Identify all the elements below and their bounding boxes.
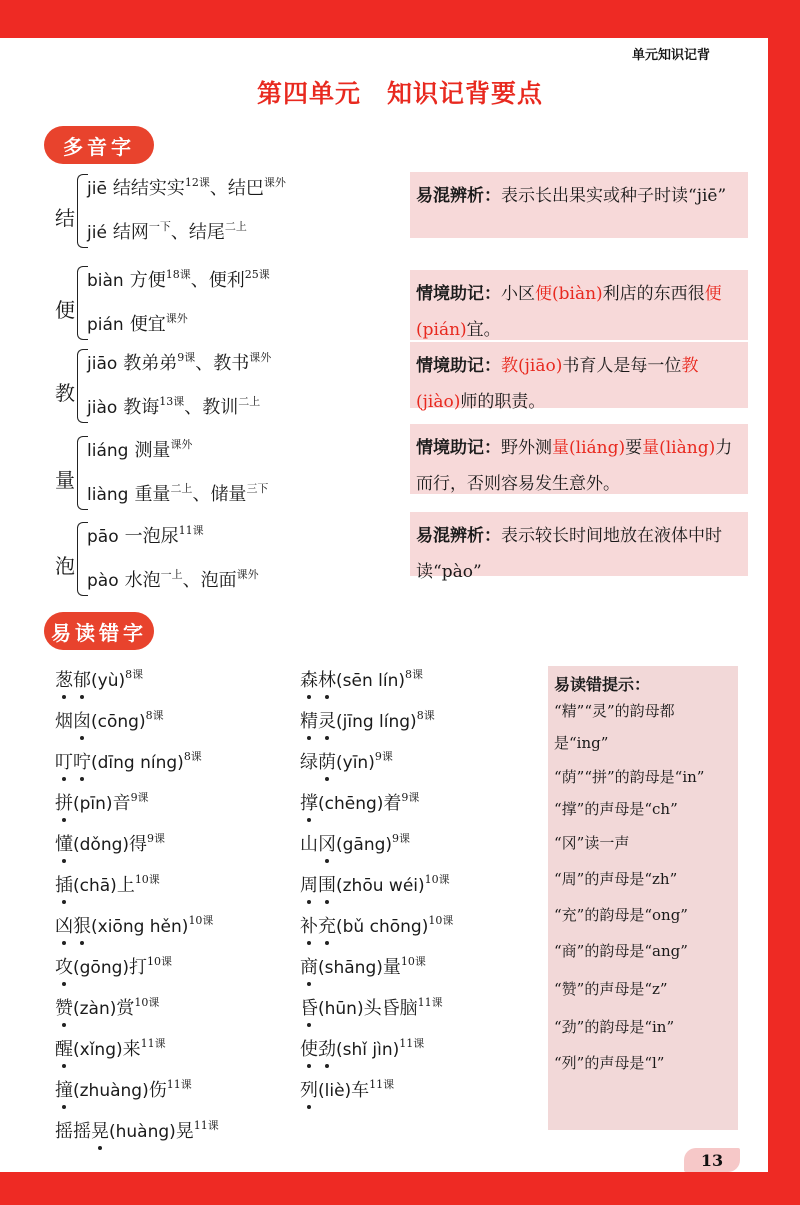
dotted-char: 昏: [300, 994, 318, 1020]
word-part: 晃: [175, 1121, 194, 1142]
section-title: 多音字: [63, 134, 135, 159]
word-part: 伤: [148, 1080, 167, 1101]
item-pinyin: (xǐng): [73, 1040, 123, 1060]
dotted-char: 葱: [55, 666, 73, 692]
lesson-tag: 课外: [170, 438, 193, 451]
reading-pinyin: jié: [87, 223, 107, 243]
dotted-char: 精: [300, 707, 318, 733]
note-text: 表示长出果实或种子时读“jiē”: [501, 186, 727, 206]
misread-item: [55, 994, 159, 1020]
word-part: 来: [122, 1039, 141, 1060]
example-word: 便宜: [129, 314, 166, 335]
polyphone-reading: [87, 436, 192, 462]
misread-item: [55, 789, 149, 815]
lesson-tag: 8课: [404, 668, 423, 681]
lesson-tag: 11课: [193, 1119, 219, 1132]
lesson-tag: 25课: [244, 268, 270, 281]
note-text: 师的职责。: [460, 392, 546, 412]
lesson-tag: 二上: [224, 220, 247, 233]
reading-pinyin: jiāo: [87, 354, 118, 374]
misread-item: [300, 994, 443, 1020]
misread-item: [55, 912, 213, 938]
item-pinyin: (zhōu wéi): [336, 876, 425, 896]
note-text: 书育人是每一位: [562, 356, 682, 376]
tip-line: “冈”读一声: [554, 834, 630, 852]
dotted-char: 围: [318, 871, 336, 897]
note-text: 表示较长时间地放在液体中时读“pào”: [416, 526, 722, 582]
lesson-tag: 9课: [374, 750, 393, 763]
reading-pinyin: jiào: [87, 398, 118, 418]
tip-line: “撑”的声母是“ch”: [554, 800, 678, 818]
misread-item: [55, 1076, 192, 1102]
highlight-reading: 教(jiāo): [501, 356, 563, 376]
misread-item: [55, 871, 160, 897]
word-part: 摇摇: [55, 1121, 91, 1142]
lesson-tag: 13课: [159, 395, 185, 408]
lesson-tag: 9课: [130, 791, 149, 804]
highlight-reading: 量(liáng): [552, 438, 626, 458]
top-red-band: [0, 0, 800, 38]
example-word: 结尾: [188, 222, 225, 243]
example-word: 重量: [134, 484, 171, 505]
example-word: 测量: [134, 440, 171, 461]
example-word: 储量: [210, 484, 247, 505]
item-pinyin: (bǔ chōng): [336, 917, 429, 937]
lesson-tag: 9课: [401, 791, 420, 804]
separator: 、: [192, 484, 211, 505]
item-pinyin: (dīng níng): [91, 753, 184, 773]
item-pinyin: (dǒng): [73, 835, 130, 855]
polyphone-reading: [87, 522, 204, 548]
section-badge-polyphones: [44, 126, 154, 164]
example-word: 教训: [202, 397, 239, 418]
dotted-char: 使: [300, 1035, 318, 1061]
polyphone-reading: [87, 310, 188, 336]
word-part: 赏: [116, 998, 135, 1019]
item-pinyin: (zàn): [73, 999, 117, 1019]
item-pinyin: (gōng): [73, 958, 130, 978]
polyphone-reading: [87, 566, 259, 592]
separator: 、: [170, 222, 189, 243]
separator: 、: [182, 570, 201, 591]
right-red-band: [768, 0, 800, 1205]
item-pinyin: (xiōng hěn): [91, 917, 189, 937]
note-box: [410, 270, 748, 340]
lesson-tag: 一下: [148, 220, 171, 233]
note-text: 野外测: [501, 438, 552, 458]
misread-item: [55, 748, 202, 774]
lesson-tag: 9课: [392, 832, 411, 845]
separator: 、: [190, 270, 209, 291]
dotted-char: 醒: [55, 1035, 73, 1061]
tip-line: “劲”的韵母是“in”: [554, 1018, 675, 1036]
lesson-tag: 8课: [416, 709, 435, 722]
item-pinyin: (shāng): [318, 958, 383, 978]
lesson-tag: 8课: [183, 750, 202, 763]
misread-item: [55, 1035, 166, 1061]
polyphone-block: [55, 262, 385, 352]
dotted-char: 叮: [55, 748, 73, 774]
reading-pinyin: pào: [87, 571, 119, 591]
example-word: 泡面: [200, 570, 237, 591]
word-part: 头昏脑: [363, 998, 418, 1019]
dotted-char: 灵: [318, 707, 336, 733]
word-part: 量: [382, 957, 401, 978]
note-text: 利店的东西很: [602, 284, 705, 304]
dotted-char: 撑: [300, 789, 318, 815]
dotted-char: 森: [300, 666, 318, 692]
word-part: 烟: [55, 711, 73, 732]
polyphone-reading: [87, 174, 286, 200]
dotted-char: 补: [300, 912, 318, 938]
lesson-tag: 11课: [140, 1037, 166, 1050]
misread-item: [300, 789, 419, 815]
lesson-tag: 10课: [400, 955, 426, 968]
item-pinyin: (zhuàng): [73, 1081, 149, 1101]
polyphone-block: [55, 345, 385, 435]
dotted-char: 列: [300, 1076, 318, 1102]
misread-item: [55, 1117, 219, 1143]
example-word: 结结实实: [112, 178, 185, 199]
dotted-char: 商: [300, 953, 318, 979]
lesson-tag: 课外: [165, 312, 188, 325]
polyphone-char: 便: [55, 298, 75, 322]
misread-item: [55, 707, 164, 733]
note-label: 易混辨析：: [416, 526, 501, 546]
lesson-tag: 8课: [125, 668, 144, 681]
example-word: 结网: [112, 222, 149, 243]
item-pinyin: (chā): [73, 876, 117, 896]
tips-box: [548, 666, 738, 1130]
page-title: 第四单元 知识记背要点: [256, 79, 543, 108]
item-pinyin: (jīng líng): [336, 712, 417, 732]
word-part: 打: [129, 957, 148, 978]
example-word: 结巴: [227, 178, 264, 199]
separator: 、: [195, 353, 214, 374]
reading-pinyin: pāo: [87, 527, 119, 547]
dotted-char: 荫: [318, 748, 336, 774]
example-word: 教书: [213, 353, 250, 374]
item-pinyin: (huàng): [109, 1122, 176, 1142]
misread-item: [55, 953, 172, 979]
lesson-tag: 10课: [188, 914, 214, 927]
misread-item: [300, 830, 410, 856]
item-pinyin: (hūn): [318, 999, 364, 1019]
polyphone-reading: [87, 266, 270, 292]
item-pinyin: (chēng): [318, 794, 384, 814]
dotted-char: 狠: [73, 912, 91, 938]
lesson-tag: 9课: [177, 351, 196, 364]
polyphone-char: 量: [55, 468, 75, 492]
dotted-char: 晃: [91, 1117, 109, 1143]
reading-pinyin: liàng: [87, 485, 129, 505]
reading-pinyin: biàn: [87, 271, 124, 291]
highlight-reading: 量(liàng): [642, 438, 716, 458]
note-box: [410, 172, 748, 238]
lesson-tag: 11课: [369, 1078, 395, 1091]
dotted-char: 插: [55, 871, 73, 897]
dotted-char: 冈: [318, 830, 336, 856]
lesson-tag: 11课: [178, 524, 204, 537]
lesson-tag: 课外: [236, 568, 259, 581]
misread-item: [300, 748, 393, 774]
note-label: 情境助记：: [416, 356, 501, 376]
lesson-tag: 10课: [147, 955, 173, 968]
dotted-char: 赞: [55, 994, 73, 1020]
word-part: 音: [112, 793, 131, 814]
lesson-tag: 10课: [424, 873, 450, 886]
item-pinyin: (pīn): [73, 794, 113, 814]
example-word: 教弟弟: [123, 353, 178, 374]
example-word: 方便: [129, 270, 166, 291]
polyphone-block: [55, 170, 385, 260]
lesson-tag: 10课: [428, 914, 454, 927]
note-label: 情境助记：: [416, 284, 501, 304]
highlight-reading: 便(pián): [416, 284, 722, 340]
lesson-tag: 二上: [238, 395, 261, 408]
tip-line: “赞”的声母是“z”: [554, 980, 668, 998]
lesson-tag: 课外: [263, 176, 286, 189]
tip-line: “周”的声母是“zh”: [554, 870, 678, 888]
dotted-char: 囱: [73, 707, 91, 733]
tip-line: “充”的韵母是“ong”: [554, 906, 688, 924]
misread-item: [300, 912, 453, 938]
misread-item: [300, 953, 426, 979]
dotted-char: 懂: [55, 830, 73, 856]
lesson-tag: 10课: [134, 996, 160, 1009]
dotted-char: 周: [300, 871, 318, 897]
note-box: [410, 512, 748, 582]
example-word: 教诲: [123, 397, 160, 418]
item-pinyin: (gāng): [336, 835, 393, 855]
dotted-char: 劲: [318, 1035, 336, 1061]
dotted-char: 凶: [55, 912, 73, 938]
word-part: 得: [129, 834, 148, 855]
word-part: 绿: [300, 752, 318, 773]
reading-pinyin: liáng: [87, 441, 129, 461]
item-pinyin: (yīn): [336, 753, 375, 773]
lesson-tag: 11课: [399, 1037, 425, 1050]
note-text: 小区: [501, 284, 535, 304]
word-part: 上: [116, 875, 135, 896]
dotted-char: 郁: [73, 666, 91, 692]
note-box: [410, 424, 748, 494]
lesson-tag: 11课: [417, 996, 443, 1009]
highlight-reading: 便(biàn): [535, 284, 603, 304]
polyphone-char: 教: [55, 381, 75, 405]
item-pinyin: (sēn lín): [336, 671, 405, 691]
lesson-tag: 课外: [249, 351, 272, 364]
reading-pinyin: jiē: [87, 179, 107, 199]
lesson-tag: 三下: [246, 482, 269, 495]
dotted-char: 攻: [55, 953, 73, 979]
dotted-char: 充: [318, 912, 336, 938]
misread-item: [55, 666, 143, 692]
misread-item: [300, 1076, 394, 1102]
dotted-char: 拼: [55, 789, 73, 815]
dotted-char: 撞: [55, 1076, 73, 1102]
polyphone-block: [55, 518, 385, 608]
lesson-tag: 一上: [160, 568, 183, 581]
tip-line: “精”“灵”的韵母都: [554, 702, 675, 720]
lesson-tag: 18课: [165, 268, 191, 281]
item-pinyin: (liè): [318, 1081, 352, 1101]
page-number: 13: [684, 1148, 740, 1172]
word-part: 着: [383, 793, 402, 814]
item-pinyin: (shǐ jìn): [336, 1040, 400, 1060]
polyphone-char: 泡: [55, 554, 75, 578]
note-label: 易混辨析：: [416, 186, 501, 206]
example-word: 一泡尿: [124, 526, 179, 547]
tip-line: 是“ing”: [554, 734, 609, 752]
tips-title: 易读错提示：: [554, 675, 651, 694]
note-label: 情境助记：: [416, 438, 501, 458]
section-title: 易读错字: [51, 620, 147, 645]
lesson-tag: 12课: [184, 176, 210, 189]
misread-item: [300, 871, 450, 897]
example-word: 便利: [208, 270, 245, 291]
bottom-red-band: [0, 1172, 800, 1205]
tip-line: “荫”“拼”的韵母是“in”: [554, 768, 705, 786]
reading-pinyin: pián: [87, 315, 124, 335]
polyphone-char: 结: [55, 206, 75, 230]
note-text: 力而行，否则容易发生意外。: [416, 438, 733, 494]
highlight-reading: 教(jiào): [416, 356, 699, 412]
section-badge-misread: [44, 612, 154, 650]
lesson-tag: 9课: [147, 832, 166, 845]
dotted-char: 林: [318, 666, 336, 692]
misread-item: [300, 1035, 424, 1061]
misread-item: [300, 707, 435, 733]
separator: 、: [209, 178, 228, 199]
word-part: 车: [351, 1080, 370, 1101]
lesson-tag: 11课: [166, 1078, 192, 1091]
separator: 、: [184, 397, 203, 418]
polyphone-reading: [87, 393, 260, 419]
misread-item: [300, 666, 423, 692]
example-word: 水泡: [124, 570, 161, 591]
lesson-tag: 8课: [145, 709, 164, 722]
polyphone-block: [55, 432, 385, 522]
polyphone-reading: [87, 349, 271, 375]
lesson-tag: 二上: [170, 482, 193, 495]
lesson-tag: 10课: [134, 873, 160, 886]
tip-line: “列”的声母是“l”: [554, 1054, 665, 1072]
word-part: 山: [300, 834, 318, 855]
dotted-char: 咛: [73, 748, 91, 774]
polyphone-reading: [87, 480, 268, 506]
misread-item: [55, 830, 165, 856]
polyphone-reading: [87, 218, 247, 244]
header-label: 单元知识记背: [632, 48, 711, 63]
note-box: [410, 342, 748, 412]
item-pinyin: (cōng): [91, 712, 146, 732]
tip-line: “商”的韵母是“ang”: [554, 942, 688, 960]
note-text: 宜。: [466, 320, 501, 340]
item-pinyin: (yù): [91, 671, 126, 691]
note-text: 要: [625, 438, 643, 458]
